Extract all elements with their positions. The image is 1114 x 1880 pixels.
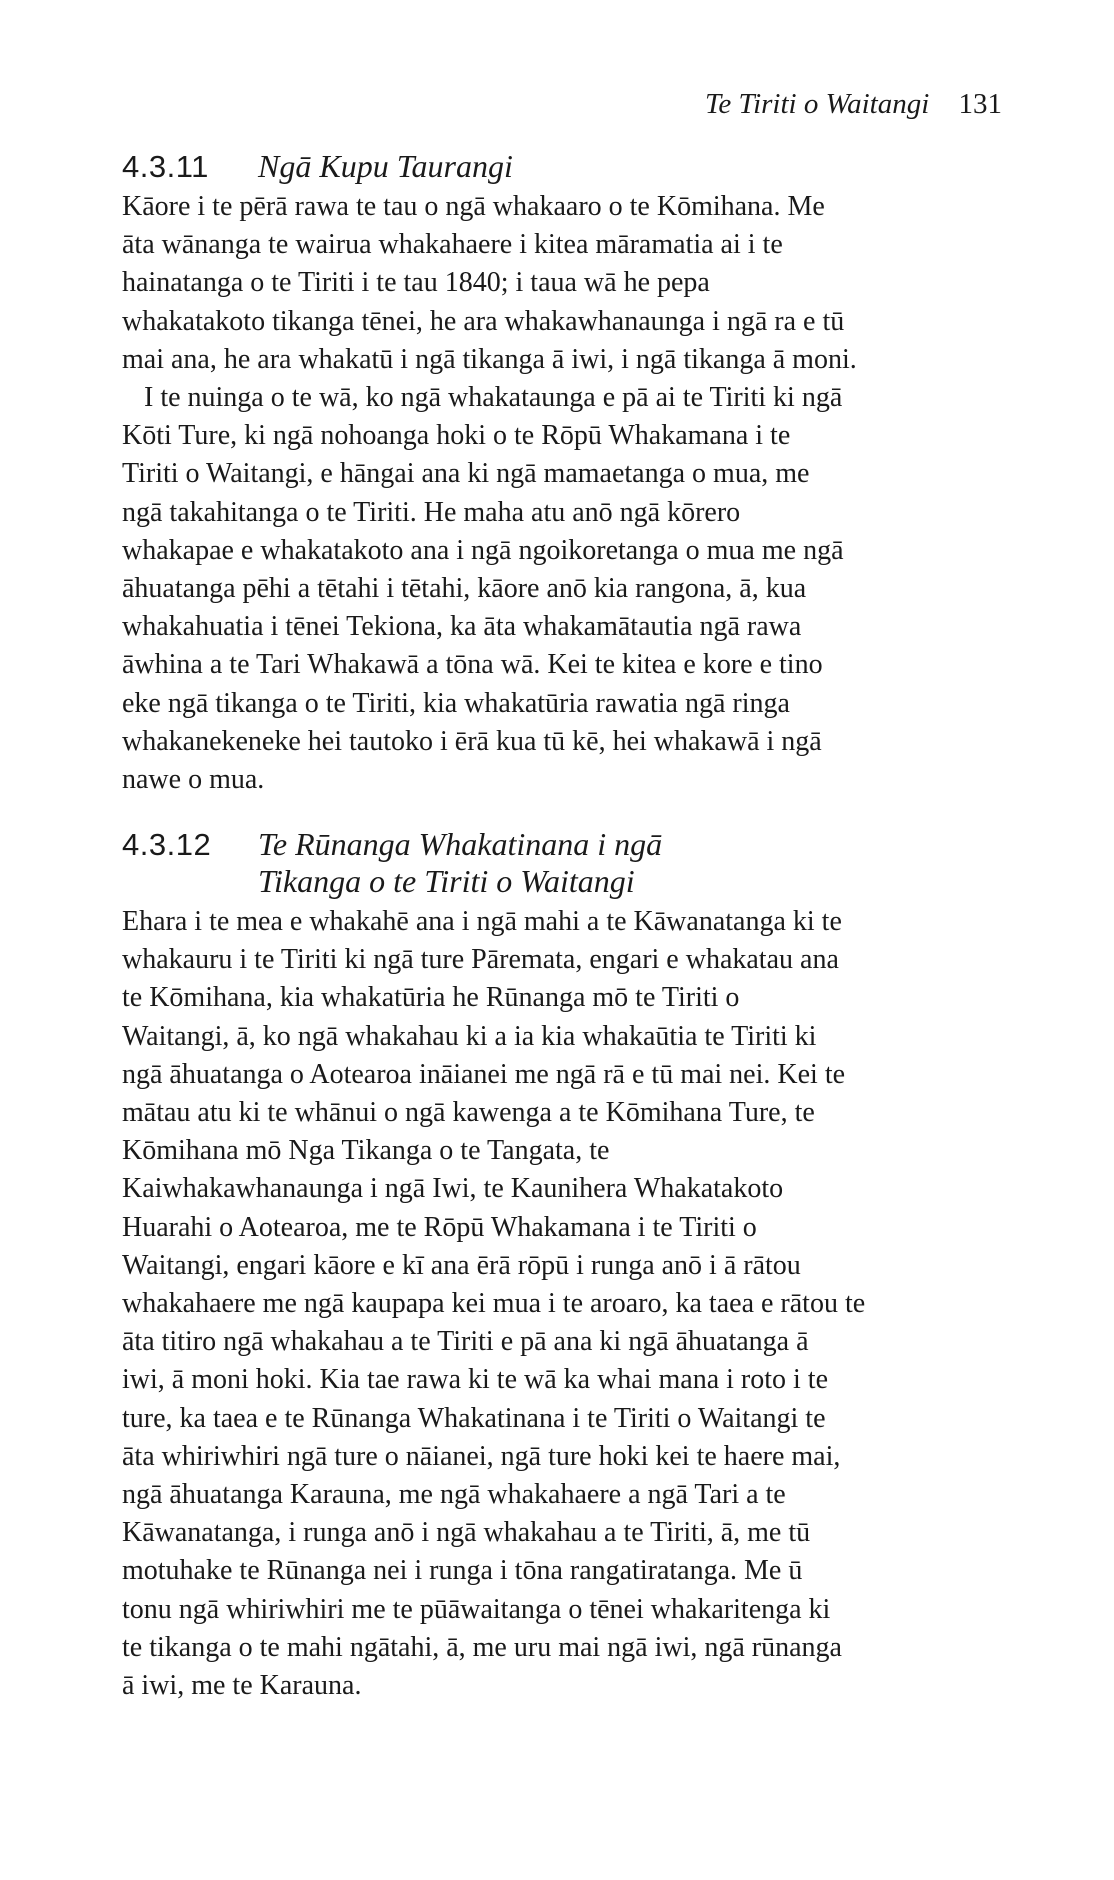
section-4-3-11	[122, 148, 1022, 799]
text-line: motuhake te Rūnanga nei i runga i tōna rangatiratanga. Me ū	[122, 1555, 803, 1587]
section-body	[122, 903, 1022, 1705]
text-line: whakahaere me ngā kaupapa kei mua i te aroaro, ka taea e rātou te	[122, 1288, 866, 1320]
text-line: Tiriti o Waitangi, e hāngai ana ki ngā mamaetanga o mua, me	[122, 458, 810, 490]
section-title-line: Ngā Kupu Taurangi	[258, 148, 513, 184]
text-line: āhuatanga pēhi a tētahi i tētahi, kāore anō kia rangona, ā, kua	[122, 573, 807, 605]
section-title	[258, 826, 662, 900]
text-line: hainatanga o te Tiriti i te tau 1840; i taua wā he pepa	[122, 267, 710, 299]
text-line: Waitangi, ā, ko ngā whakahau ki a ia kia whakaūtia te Tiriti ki	[122, 1020, 817, 1052]
text-line: I te nuinga o te wā, ko ngā whakataunga e pā ai te Tiriti ki ngā	[144, 382, 843, 414]
text-line: Kāwanatanga, i runga anō i ngā whakahau a te Tiriti, ā, me tū	[122, 1517, 811, 1549]
text-line: nawe o mua.	[122, 764, 265, 796]
section-4-3-12	[122, 826, 1022, 1705]
text-line: eke ngā tikanga o te Tiriti, kia whakatūria rawatia ngā ringa	[122, 687, 790, 719]
section-heading	[122, 148, 1022, 185]
text-line: āta whiriwhiri ngā ture o nāianei, ngā ture hoki kei te haere mai,	[122, 1440, 841, 1472]
text-line: ngā āhuatanga Karauna, me ngā whakahaere a ngā Tari a te	[122, 1479, 786, 1511]
text-line: ngā āhuatanga o Aotearoa ināianei me ngā rā e tū mai nei. Kei te	[122, 1058, 846, 1090]
text-line: ngā takahitanga o te Tiriti. He maha atu anō ngā kōrero	[122, 496, 741, 528]
text-line: Huarahi o Aotearoa, me te Rōpū Whakamana i te Tiriti o	[122, 1211, 757, 1243]
section-heading	[122, 826, 1022, 900]
page-number: 131	[958, 88, 1002, 120]
running-head-title: Te Tiriti o Waitangi	[704, 88, 930, 120]
text-line: whakatakoto tikanga tēnei, he ara whakawhanaunga i ngā ra e tū	[122, 305, 845, 337]
text-line: āwhina a te Tari Whakawā a tōna wā. Kei te kitea e kore e tino	[122, 649, 823, 681]
section-title-line: Tikanga o te Tiriti o Waitangi	[258, 863, 635, 899]
section-body	[122, 188, 1022, 799]
text-line: tonu ngā whiriwhiri me te pūāwaitanga o tēnei whakaritenga ki	[122, 1593, 831, 1625]
text-line: te tikanga o te mahi ngātahi, ā, me uru mai ngā iwi, ngā rūnanga	[122, 1631, 842, 1663]
text-line: ture, ka taea e te Rūnanga Whakatinana i te Tiriti o Waitangi te	[122, 1402, 826, 1434]
text-line: mātau atu ki te whānui o ngā kawenga a te Kōmihana Ture, te	[122, 1097, 815, 1129]
text-line: Waitangi, engari kāore e kī ana ērā rōpū i runga anō i ā rātou	[122, 1249, 801, 1281]
running-head	[705, 86, 1002, 122]
text-line: Kaiwhakawhanaunga i ngā Iwi, te Kaunihera Whakatakoto	[122, 1173, 784, 1205]
text-line: Kōmihana mō Nga Tikanga o te Tangata, te	[122, 1135, 610, 1167]
text-line: whakapae e whakatakoto ana i ngā ngoikoretanga o mua me ngā	[122, 534, 844, 566]
text-line: Kāore i te pērā rawa te tau o ngā whakaaro o te Kōmihana. Me	[122, 191, 825, 222]
text-line: whakauru i te Tiriti ki ngā ture Pāremata, engari e whakatau ana	[122, 944, 839, 976]
text-line: Ehara i te mea e whakahē ana i ngā mahi a te Kāwanatanga ki te	[122, 906, 842, 937]
text-line: te Kōmihana, kia whakatūria he Rūnanga mō te Tiriti o	[122, 982, 740, 1014]
section-number: 4.3.12	[122, 827, 212, 862]
section-number: 4.3.11	[122, 149, 209, 184]
text-line: iwi, ā moni hoki. Kia tae rawa ki te wā ka whai mana i roto i te	[122, 1364, 829, 1396]
text-line: ā iwi, me te Karauna.	[122, 1670, 362, 1702]
text-line: mai ana, he ara whakatū i ngā tikanga ā iwi, i ngā tikanga ā moni.	[122, 343, 857, 375]
text-line: whakahuatia i tēnei Tekiona, ka āta whakamātautia ngā rawa	[122, 611, 802, 643]
text-line: whakanekeneke hei tautoko i ērā kua tū kē, hei whakawā i ngā	[122, 725, 822, 757]
text-line: āta titiro ngā whakahau a te Tiriti e pā ana ki ngā āhuatanga ā	[122, 1326, 809, 1358]
section-title	[258, 148, 513, 185]
text-line: āta wānanga te wairua whakahaere i kitea māramatia ai i te	[122, 229, 783, 261]
section-title-line: Te Rūnanga Whakatinana i ngā	[258, 826, 663, 862]
text-line: Kōti Ture, ki ngā nohoanga hoki o te Rōpū Whakamana i te	[122, 420, 791, 452]
